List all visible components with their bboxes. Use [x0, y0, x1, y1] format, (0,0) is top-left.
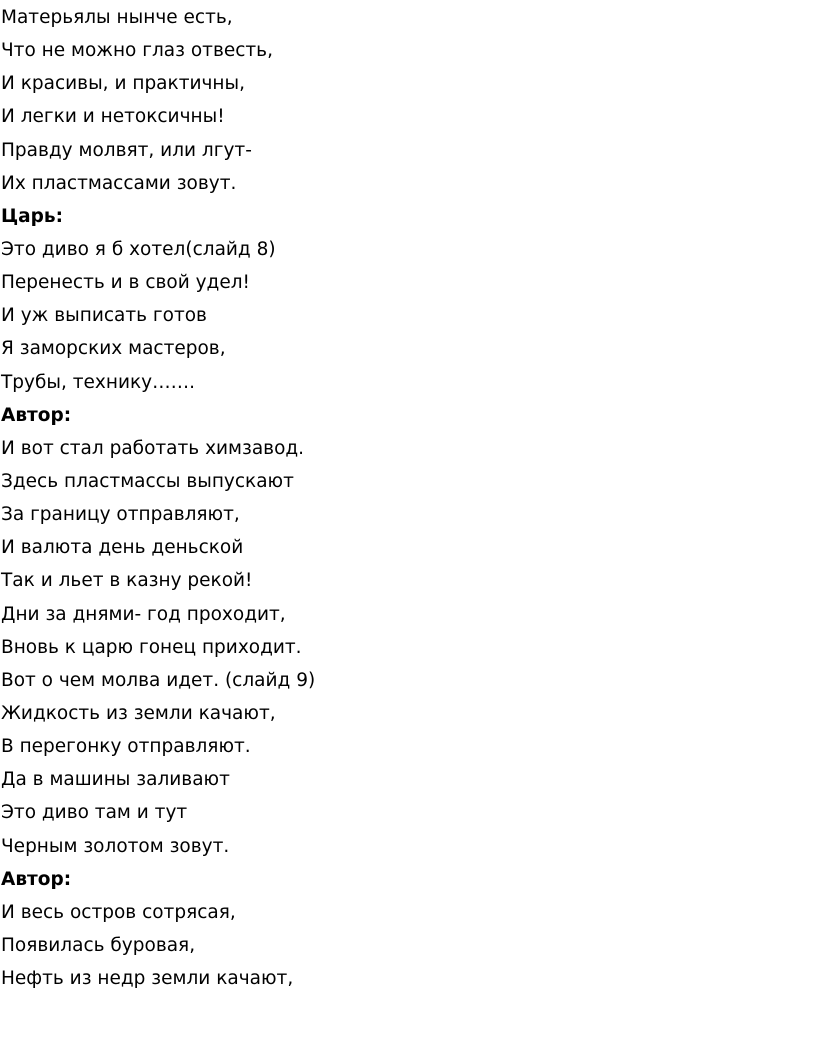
verse-line: Матерьялы нынче есть, — [1, 7, 233, 28]
verse-line: Черным золотом зовут. — [1, 835, 230, 857]
speaker-label: Царь: — [1, 205, 63, 227]
verse-line: И красивы, и практичны, — [1, 73, 246, 95]
verse-line: Жидкость из земли качают, — [1, 702, 276, 724]
verse-line: И вот стал работать химзавод. — [1, 437, 305, 459]
verse-line: Перенесть и в свой удел! — [1, 272, 250, 294]
verse-line: Нефть из недр земли качают, — [1, 968, 294, 990]
verse-line: И весь остров сотрясая, — [1, 901, 236, 923]
verse-line: И уж выписать готов — [1, 305, 207, 327]
verse-line: За границу отправляют, — [1, 504, 240, 526]
verse-line: Это диво я б хотел(слайд 8) — [1, 238, 276, 260]
speaker-label: Автор: — [1, 404, 72, 426]
verse-line: Это диво там и тут — [1, 802, 188, 824]
verse-line: Я заморских мастеров, — [1, 338, 226, 360]
poem-text — [1, 1, 315, 995]
verse-line: Да в машины заливают — [1, 769, 230, 791]
verse-line: Дни за днями- год проходит, — [1, 603, 286, 625]
verse-line: Правду молвят, или лгут- — [1, 139, 252, 161]
verse-line: Появилась буровая, — [1, 934, 196, 956]
verse-line: Что не можно глаз отвесть, — [1, 40, 273, 62]
verse-line: И валюта день деньской — [1, 537, 244, 559]
verse-line: Трубы, технику……. — [1, 371, 195, 393]
verse-line: В перегонку отправляют. — [1, 736, 251, 758]
speaker-label: Автор: — [1, 868, 72, 890]
verse-line: Здесь пластмассы выпускают — [1, 470, 294, 492]
verse-line: Вот о чем молва идет. (слайд 9) — [1, 669, 316, 691]
verse-line: И легки и нетоксичны! — [1, 106, 225, 128]
verse-line: Так и льет в казну рекой! — [1, 570, 253, 592]
verse-line: Вновь к царю гонец приходит. — [1, 636, 302, 658]
verse-line: Их пластмассами зовут. — [1, 172, 237, 194]
